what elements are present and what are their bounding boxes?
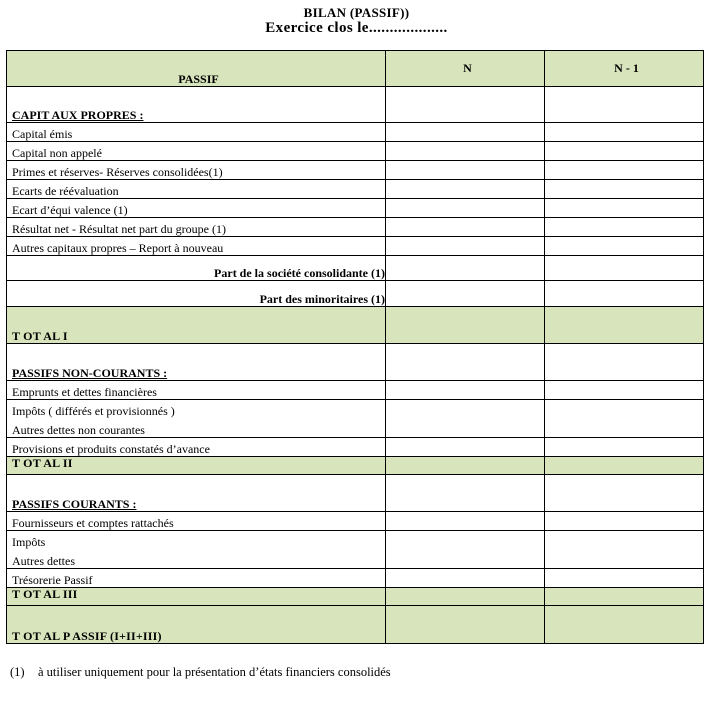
table-row (7, 400, 704, 438)
row-label: Primes et réserves- Réserves consolidées(1) (7, 161, 386, 180)
cell-n1 (545, 531, 704, 569)
cell-n (386, 381, 545, 400)
cell-n1 (545, 400, 704, 438)
cell-n1 (545, 199, 704, 218)
cell-n1 (545, 281, 704, 307)
section-row-courants (7, 475, 704, 512)
section-heading-courants: PASSIFS COURANTS : (7, 475, 386, 512)
column-header-n: N (386, 51, 545, 87)
row-label-multi (7, 531, 386, 569)
footnote-text: à utiliser uniquement pour la présentation d’états financiers consolidés (38, 665, 391, 679)
cell-n (386, 218, 545, 237)
cell-n1 (545, 569, 704, 588)
grand-total-row (7, 606, 704, 644)
cell-n (386, 569, 545, 588)
section-heading-non-courants: PASSIFS NON-COURANTS : (7, 344, 386, 381)
total-label-1: T OT AL I (7, 307, 386, 344)
table-row (7, 512, 704, 531)
row-label: Impôts ( différés et provisionnés ) (12, 404, 175, 418)
cell-n (386, 457, 545, 475)
row-label: Ecart d’équi valence (1) (7, 199, 386, 218)
cell-n1 (545, 344, 704, 381)
footnote (10, 665, 391, 680)
cell-n (386, 475, 545, 512)
cell-n (386, 161, 545, 180)
table-row (7, 438, 704, 457)
table-row (7, 569, 704, 588)
table-row (7, 381, 704, 400)
total-row-2 (7, 457, 704, 475)
row-label: Emprunts et dettes financières (7, 381, 386, 400)
cell-n (386, 307, 545, 344)
balance-sheet-table (6, 50, 704, 644)
row-label: Impôts (12, 535, 46, 549)
cell-n1 (545, 588, 704, 606)
cell-n1 (545, 123, 704, 142)
cell-n (386, 256, 545, 281)
document-title: BILAN (PASSIF)) (303, 5, 410, 20)
row-label: Ecarts de réévaluation (7, 180, 386, 199)
cell-n1 (545, 457, 704, 475)
row-label: Autres dettes (12, 554, 75, 568)
cell-n (386, 606, 545, 644)
cell-n1 (545, 475, 704, 512)
total-label-3: T OT AL III (7, 588, 386, 606)
total-row-3 (7, 588, 704, 606)
table-row (7, 531, 704, 569)
cell-n (386, 531, 545, 569)
row-label-part-minoritaires: Part des minoritaires (1) (7, 281, 386, 307)
cell-n1 (545, 218, 704, 237)
cell-n (386, 123, 545, 142)
row-label-part-societe: Part de la société consolidante (1) (7, 256, 386, 281)
cell-n1 (545, 381, 704, 400)
row-label: Trésorerie Passif (7, 569, 386, 588)
cell-n (386, 87, 545, 123)
row-label-multi (7, 400, 386, 438)
cell-n (386, 180, 545, 199)
document-subtitle: Exercice clos le................... (265, 20, 448, 36)
cell-n (386, 438, 545, 457)
row-label: Capital émis (7, 123, 386, 142)
row-label: Autres capitaux propres – Report à nouveau (7, 237, 386, 256)
table-row (7, 218, 704, 237)
column-header-passif: PASSIF (7, 51, 386, 87)
cell-n (386, 588, 545, 606)
section-heading-capitaux: CAPIT AUX PROPRES : (7, 87, 386, 123)
table-row (7, 237, 704, 256)
cell-n1 (545, 307, 704, 344)
table-row (7, 256, 704, 281)
cell-n1 (545, 237, 704, 256)
section-row-non-courants (7, 344, 704, 381)
table-row (7, 180, 704, 199)
cell-n1 (545, 606, 704, 644)
cell-n1 (545, 87, 704, 123)
cell-n1 (545, 161, 704, 180)
row-label: Provisions et produits constatés d’avance (7, 438, 386, 457)
cell-n1 (545, 438, 704, 457)
column-header-n1: N - 1 (545, 51, 704, 87)
header-row (7, 51, 704, 87)
grand-total-label: T OT AL P ASSIF (I+II+III) (7, 606, 386, 644)
cell-n (386, 281, 545, 307)
table-row (7, 123, 704, 142)
row-label: Résultat net - Résultat net part du groupe (1) (7, 218, 386, 237)
cell-n (386, 199, 545, 218)
cell-n1 (545, 256, 704, 281)
row-label: Autres dettes non courantes (12, 423, 145, 437)
table-row (7, 199, 704, 218)
row-label: Capital non appelé (7, 142, 386, 161)
total-row-1 (7, 307, 704, 344)
row-label: Fournisseurs et comptes rattachés (7, 512, 386, 531)
cell-n1 (545, 180, 704, 199)
table-row (7, 281, 704, 307)
cell-n (386, 344, 545, 381)
cell-n (386, 400, 545, 438)
total-label-2: T OT AL II (7, 457, 386, 475)
table-row (7, 142, 704, 161)
table-row (7, 161, 704, 180)
cell-n (386, 512, 545, 531)
cell-n (386, 237, 545, 256)
cell-n1 (545, 512, 704, 531)
footnote-number: (1) (10, 665, 25, 679)
section-row-capitaux (7, 87, 704, 123)
cell-n1 (545, 142, 704, 161)
cell-n (386, 142, 545, 161)
